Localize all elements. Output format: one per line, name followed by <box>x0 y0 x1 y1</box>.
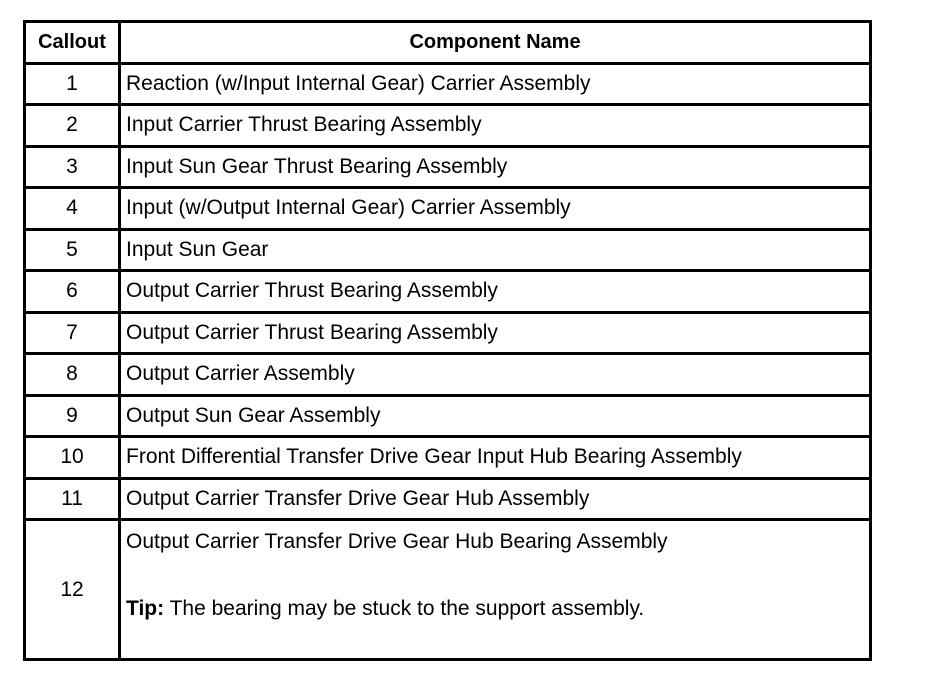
component-name-cell: Output Carrier Assembly <box>126 362 355 386</box>
component-name-cell <box>121 521 869 658</box>
callout-cell: 8 <box>26 355 121 394</box>
component-name-cell: Input Sun Gear <box>126 237 269 261</box>
table-row <box>26 355 869 397</box>
component-name-cell: Input Sun Gear Thrust Bearing Assembly <box>126 154 508 178</box>
component-name-cell: Output Sun Gear Assembly <box>126 403 381 427</box>
table-body <box>26 23 869 658</box>
component-name-cell: Output Carrier Thrust Bearing Assembly <box>126 279 498 303</box>
tip-note <box>126 597 644 621</box>
callout-cell: 2 <box>26 106 121 145</box>
table-row <box>26 397 869 439</box>
component-name-cell: Output Carrier Thrust Bearing Assembly <box>126 320 498 344</box>
callout-cell: 1 <box>26 65 121 104</box>
table-row <box>26 438 869 480</box>
callout-cell: 12 <box>26 521 121 658</box>
table-row <box>26 189 869 231</box>
component-name-cell: Input Carrier Thrust Bearing Assembly <box>126 113 482 137</box>
table-row <box>26 314 869 356</box>
callout-cell: 10 <box>26 438 121 477</box>
table-header-row <box>26 23 869 65</box>
callout-cell: 9 <box>26 397 121 436</box>
callout-cell: 4 <box>26 189 121 228</box>
component-name-cell: Output Carrier Transfer Drive Gear Hub Assembly <box>126 486 590 510</box>
table-row <box>26 521 869 658</box>
callout-cell: 5 <box>26 231 121 270</box>
component-table <box>23 20 872 661</box>
header-callout: Callout <box>26 23 121 62</box>
table-row <box>26 231 869 273</box>
component-name-text: Output Carrier Transfer Drive Gear Hub Bearing Assembly <box>126 530 668 553</box>
table-row <box>26 480 869 522</box>
tip-text: The bearing may be stuck to the support assembly. <box>164 597 645 620</box>
component-name-cell: Input (w/Output Internal Gear) Carrier Assembly <box>126 196 571 220</box>
header-component-name: Component Name <box>409 30 581 53</box>
component-name-cell: Front Differential Transfer Drive Gear Input Hub Bearing Assembly <box>126 445 742 469</box>
callout-cell: 11 <box>26 480 121 519</box>
table-row <box>26 65 869 107</box>
table-row <box>26 272 869 314</box>
component-name-cell: Reaction (w/Input Internal Gear) Carrier Assembly <box>126 71 591 95</box>
callout-cell: 3 <box>26 148 121 187</box>
tip-label: Tip: <box>126 597 165 620</box>
table-row <box>26 106 869 148</box>
table-row <box>26 148 869 190</box>
callout-cell: 7 <box>26 314 121 353</box>
callout-cell: 6 <box>26 272 121 311</box>
